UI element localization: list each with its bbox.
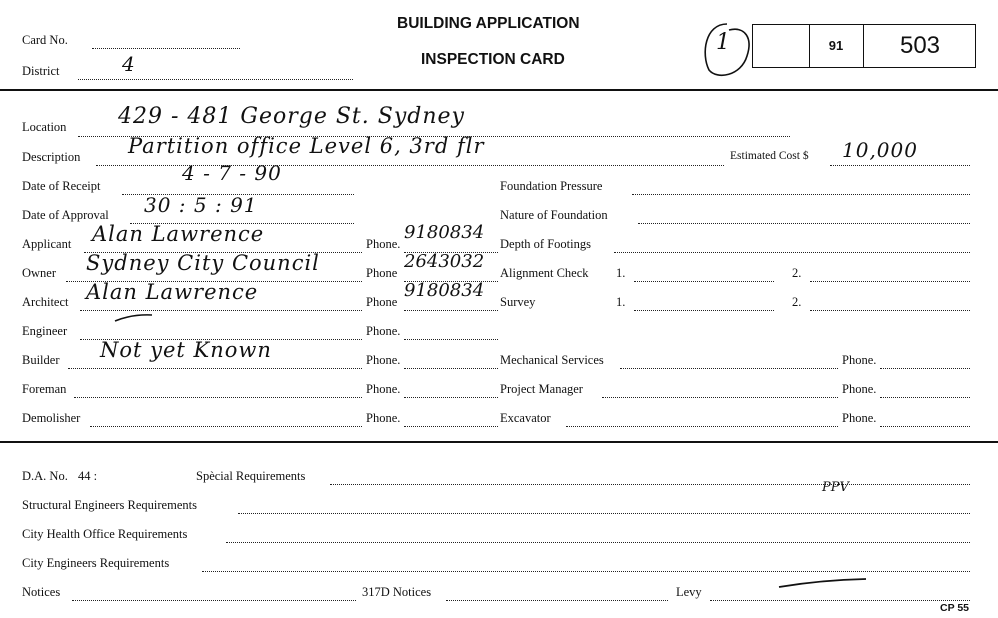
demolisher-phone-field[interactable] — [404, 426, 498, 427]
estimated-cost-label: Estimated Cost $ — [730, 150, 809, 162]
builder-label: Builder — [22, 353, 60, 367]
builder-value: Not yet Known — [100, 338, 272, 362]
alignment-check-1-field[interactable] — [634, 281, 774, 282]
da-no-value: 44 : — [78, 469, 98, 483]
form-title-line1: BUILDING APPLICATION — [397, 15, 580, 32]
survey-1-label: 1. — [616, 295, 626, 309]
levy-label: Levy — [676, 585, 702, 599]
health-requirements-field[interactable] — [226, 542, 970, 543]
date-receipt-value: 4 - 7 - 90 — [182, 161, 282, 185]
mechanical-phone-field[interactable] — [880, 368, 970, 369]
mechanical-field[interactable] — [620, 368, 838, 369]
owner-phone-label: Phone — [366, 266, 398, 280]
section-divider — [0, 441, 998, 443]
foreman-phone-label: Phone. — [366, 382, 401, 396]
owner-value: Sydney City Council — [86, 251, 320, 275]
survey-2-field[interactable] — [810, 310, 970, 311]
architect-phone-label: Phone — [366, 295, 398, 309]
notices-label: Notices — [22, 585, 61, 599]
alignment-check-1-label: 1. — [616, 266, 626, 280]
engineers-requirements-field[interactable] — [202, 571, 970, 572]
structural-note: PPV — [822, 480, 849, 495]
box-year: 91 — [809, 25, 864, 67]
foreman-label: Foreman — [22, 382, 67, 396]
notices-317d-field[interactable] — [446, 600, 668, 601]
card-number-box — [752, 24, 976, 68]
demolisher-phone-label: Phone. — [366, 411, 401, 425]
engineer-phone-label: Phone. — [366, 324, 401, 338]
applicant-value: Alan Lawrence — [92, 222, 265, 246]
levy-field[interactable] — [710, 600, 970, 601]
circled-number: 1 — [716, 30, 731, 55]
excavator-label: Excavator — [500, 411, 551, 425]
structural-requirements-field[interactable] — [238, 513, 970, 514]
date-approval-value: 30 : 5 : 91 — [144, 193, 258, 217]
foreman-phone-field[interactable] — [404, 397, 498, 398]
project-manager-label: Project Manager — [500, 382, 583, 396]
date-receipt-label: Date of Receipt — [22, 179, 101, 193]
health-requirements-label: City Health Office Requirements — [22, 527, 188, 541]
nature-foundation-label: Nature of Foundation — [500, 208, 608, 222]
demolisher-label: Demolisher — [22, 411, 81, 425]
applicant-label: Applicant — [22, 237, 72, 251]
demolisher-field[interactable] — [90, 426, 362, 427]
foundation-pressure-label: Foundation Pressure — [500, 179, 603, 193]
nature-foundation-field[interactable] — [638, 223, 970, 224]
notices-317d-label: 317D Notices — [362, 585, 432, 599]
engineer-dash-mark — [112, 312, 156, 324]
district-field[interactable] — [78, 79, 353, 80]
architect-field[interactable] — [80, 310, 362, 311]
applicant-phone-label: Phone. — [366, 237, 401, 251]
box-number: 503 — [899, 32, 941, 59]
description-value: Partition office Level 6, 3rd flr — [128, 134, 485, 158]
estimated-cost-field[interactable] — [830, 165, 970, 166]
owner-phone: 2643032 — [404, 251, 485, 272]
excavator-phone-field[interactable] — [880, 426, 970, 427]
alignment-check-2-label: 2. — [792, 266, 802, 280]
depth-footings-label: Depth of Footings — [500, 237, 591, 251]
architect-value: Alan Lawrence — [86, 280, 259, 304]
architect-phone-field[interactable] — [404, 310, 498, 311]
applicant-phone: 9180834 — [404, 222, 485, 243]
card-no-label: Card No. — [22, 33, 68, 47]
depth-footings-field[interactable] — [614, 252, 970, 253]
project-manager-phone-field[interactable] — [880, 397, 970, 398]
card-no-field[interactable] — [92, 48, 240, 49]
district-value: 4 — [122, 52, 136, 76]
date-approval-label: Date of Approval — [22, 208, 109, 222]
structural-requirements-label: Structural Engineers Requirements — [22, 498, 197, 512]
engineer-phone-field[interactable] — [404, 339, 498, 340]
survey-1-field[interactable] — [634, 310, 774, 311]
project-manager-field[interactable] — [602, 397, 838, 398]
architect-label: Architect — [22, 295, 69, 309]
location-value: 429 - 481 George St. Sydney — [118, 104, 465, 129]
alignment-check-label: Alignment Check — [500, 266, 589, 280]
alignment-check-2-field[interactable] — [810, 281, 970, 282]
engineer-label: Engineer — [22, 324, 68, 338]
architect-phone: 9180834 — [404, 280, 485, 301]
special-requirements-label: Spècial Requirements — [196, 469, 306, 483]
excavator-field[interactable] — [566, 426, 838, 427]
header-divider — [0, 89, 998, 91]
estimated-cost-value: 10,000 — [842, 138, 918, 162]
mechanical-label: Mechanical Services — [500, 353, 604, 367]
district-label: District — [22, 64, 60, 78]
engineers-requirements-label: City Engineers Requirements — [22, 556, 170, 570]
builder-phone-field[interactable] — [404, 368, 498, 369]
da-no-label: D.A. No. — [22, 469, 68, 483]
owner-label: Owner — [22, 266, 57, 280]
description-label: Description — [22, 150, 81, 164]
notices-field[interactable] — [72, 600, 356, 601]
box-blank-cell — [753, 25, 810, 67]
mechanical-phone-label: Phone. — [842, 353, 877, 367]
excavator-phone-label: Phone. — [842, 411, 877, 425]
builder-field[interactable] — [68, 368, 362, 369]
foreman-field[interactable] — [74, 397, 362, 398]
survey-label: Survey — [500, 295, 536, 309]
foundation-pressure-field[interactable] — [632, 194, 970, 195]
location-label: Location — [22, 120, 67, 134]
special-requirements-field[interactable] — [330, 484, 970, 485]
project-manager-phone-label: Phone. — [842, 382, 877, 396]
survey-2-label: 2. — [792, 295, 802, 309]
builder-phone-label: Phone. — [366, 353, 401, 367]
form-code: CP 55 — [940, 602, 969, 614]
form-title-line2: INSPECTION CARD — [421, 51, 565, 68]
levy-dash-mark — [776, 576, 870, 590]
